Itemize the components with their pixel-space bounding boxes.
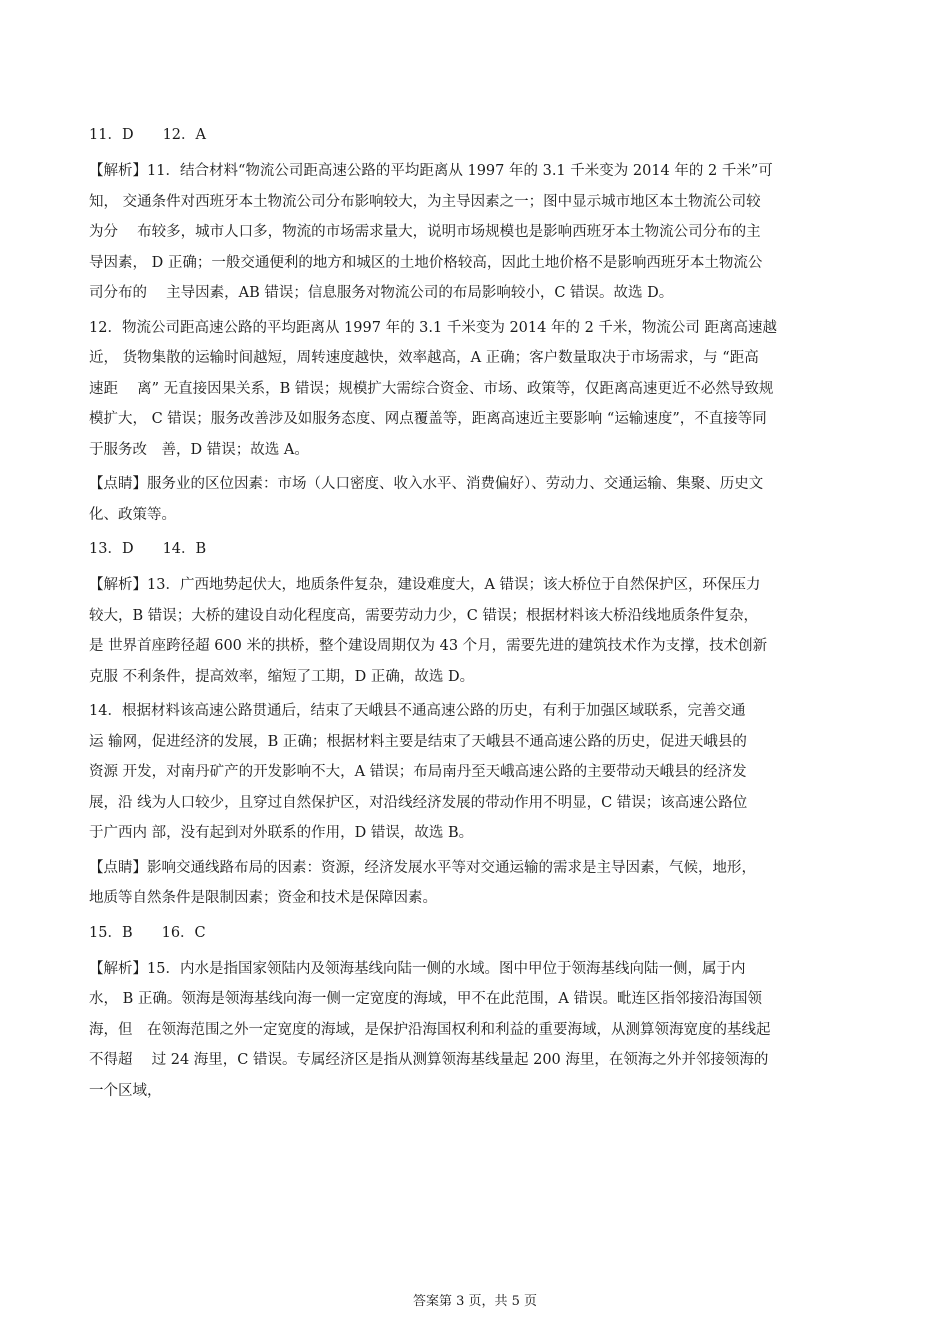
text-line: 于广西内 部，没有起到对外联系的作用，D 错误，故选 B。 [89, 825, 474, 841]
text-line: 近， 货物集散的运输时间越短，周转速度越快，效率越高，A 正确；客户数量取决于市场需求，与 “距高 [89, 350, 759, 366]
text-line: 展，沿 线为人口较少，且穿过自然保护区，对沿线经济发展的带动作用不明显，C 错误；该高速公路位 [89, 794, 748, 811]
explanation-paragraph [89, 696, 889, 849]
page-footer: 答案第 3 页，共 5 页 [412, 1294, 538, 1309]
answer-content [89, 120, 889, 1110]
text-line: 知， 交通条件对西班牙本土物流公司分布影响较大，为主导因素之一；图中显示城市地区本土物流公司较 [89, 193, 761, 210]
text-line: 【解析】13．广西地势起伏大，地质条件复杂，建设难度大，A 错误；该大桥位于自然保护区，环保压力 [89, 577, 761, 593]
text-line: 模扩大， C 错误；服务改善涉及如服务态度、网点覆盖等，距离高速近主要影响 “运输速度”，不直接等同 [89, 411, 767, 427]
answer-key-line [89, 918, 889, 948]
explanation-paragraph [89, 853, 889, 914]
explanation-paragraph [89, 469, 889, 530]
text-line: 地质等自然条件是限制因素；资金和技术是保障因素。 [89, 890, 437, 906]
text-line: 14．根据材料该高速公路贯通后，结束了天峨县不通高速公路的历史，有利于加强区域联系，完善交通 [89, 703, 746, 719]
text-line: 15．B 16．C [89, 924, 206, 941]
text-line: 较大，B 错误；大桥的建设自动化程度高，需要劳动力少，C 错误；根据材料该大桥沿线地质条件复杂， [89, 607, 758, 624]
text-line: 【点睛】服务业的区位因素：市场（人口密度、收入水平、消费偏好）、劳动力、交通运输、集聚、历史文 [89, 476, 764, 492]
text-line: 【点睛】影响交通线路布局的因素：资源，经济发展水平等对交通运输的需求是主导因素，气候，地形， [89, 859, 756, 876]
text-line: 水， B 正确。领海是领海基线向海一侧一定宽度的海域，甲不在此范围，A 错误。毗连区指邻接沿海国领 [89, 991, 762, 1007]
text-line: 速距 离” 无直接因果关系，B 错误；规模扩大需综合资金、市场、政策等，仅距离高速更近不必然导致规 [89, 380, 774, 397]
text-line: 一个区域， [89, 1082, 162, 1099]
explanation-paragraph [89, 954, 889, 1107]
explanation-paragraph [89, 313, 889, 466]
text-line: 海，但 在领海范围之外一定宽度的海域，是保护沿海国权利和利益的重要海域，从测算领海宽度的基线起 [89, 1021, 771, 1038]
text-line: 资源 开发，对南丹矿产的开发影响不大，A 错误；布局南丹至天峨高速公路的主要带动天峨县的经济发 [89, 764, 747, 780]
text-line: 12．物流公司距高速公路的平均距离从 1997 年的 3.1 千米变为 2014 年的 2 千米，物流公司 距离高速越 [89, 319, 778, 336]
text-line: 为分 布较多，城市人口多，物流的市场需求量大，说明市场规模也是影响西班牙本土物流公司分布的主 [89, 224, 761, 240]
text-line: 【解析】15．内水是指国家领陆内及领海基线向陆一侧的水域。图中甲位于领海基线向陆一侧，属于内 [89, 960, 746, 977]
text-line: 化、政策等。 [89, 506, 176, 523]
text-line: 克服 不利条件，提高效率，缩短了工期，D 正确，故选 D。 [89, 668, 475, 685]
text-line: 13．D 14．B [89, 541, 207, 557]
text-line: 是 世界首座跨径超 600 米的拱桥，整个建设周期仅为 43 个月，需要先进的建筑技术作为支撑，技术创新 [89, 638, 768, 654]
text-line: 导因素， D 正确；一般交通便利的地方和城区的土地价格较高，因此土地价格不是影响西班牙本土物流公 [89, 254, 763, 271]
text-line: 【解析】11．结合材料“物流公司距高速公路的平均距离从 1997 年的 3.1 千米变为 2014 年的 2 千米”可 [89, 163, 773, 179]
text-line: 司分布的 主导因素，AB 错误；信息服务对物流公司的布局影响较小，C 错误。故选 D。 [89, 285, 674, 301]
explanation-paragraph [89, 570, 889, 692]
text-line: 11．D 12．A [89, 127, 206, 143]
text-line: 不得超 过 24 海里，C 错误。专属经济区是指从测算领海基线量起 200 海里，在领海之外并邻接领海的 [89, 1052, 769, 1068]
text-line: 运 输网，促进经济的发展，B 正确；根据材料主要是结束了天峨县不通高速公路的历史，促进天峨县的 [89, 733, 747, 750]
text-line: 于服务改 善，D 错误；故选 A。 [89, 441, 309, 458]
answer-key-line [89, 120, 889, 150]
answer-key-line [89, 534, 889, 564]
explanation-paragraph [89, 156, 889, 309]
